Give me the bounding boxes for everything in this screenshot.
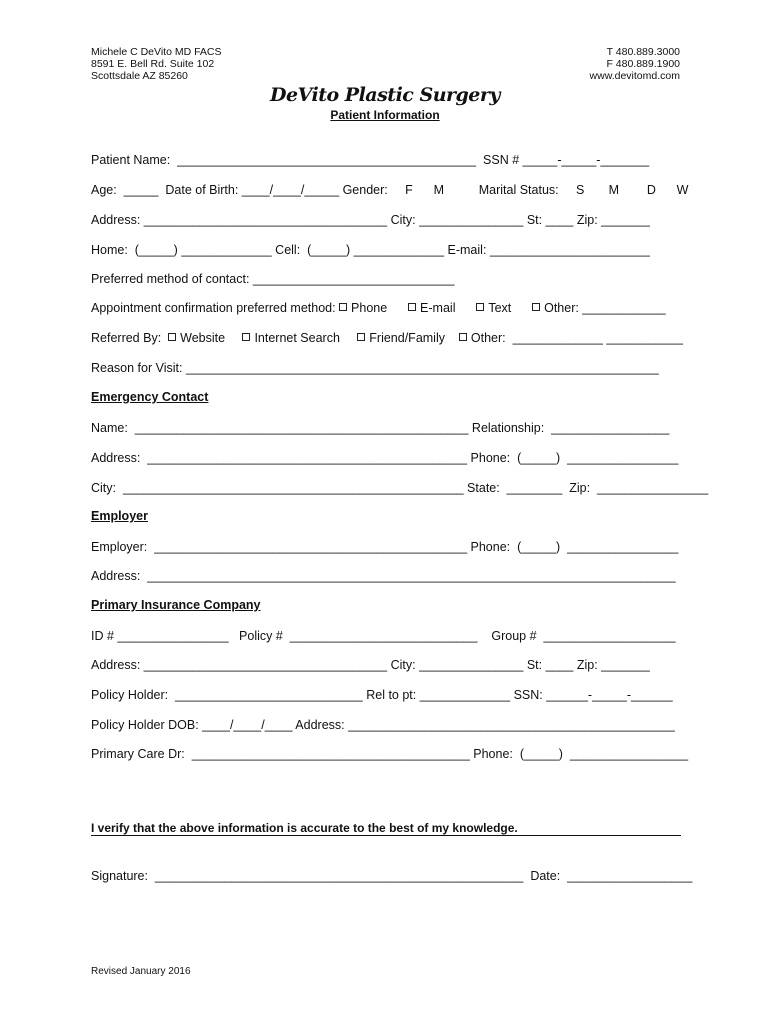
insurance-id-line[interactable]: ID # ________________ Policy # ___________________________ Group # ___________________ xyxy=(91,629,676,643)
age-dob-gender-line[interactable]: Age: _____ Date of Birth: ____/____/_____ Gender: F M Marital Status: S M D W xyxy=(91,183,689,197)
checkbox-icon[interactable] xyxy=(357,333,365,341)
ref-option-website[interactable]: Website xyxy=(168,331,225,345)
practice-logo: DeVito Plastic Surgery xyxy=(270,84,500,106)
practice-contact-block xyxy=(590,46,680,82)
practice-website: www.devitomd.com xyxy=(589,70,680,82)
primary-care-line[interactable]: Primary Care Dr: ________________________________________ Phone: (_____) _________________ xyxy=(91,747,689,761)
policy-holder-dob-line[interactable]: Policy Holder DOB: ____/____/____ Address: _______________________________________________ xyxy=(91,718,675,732)
employer-address-line[interactable]: Address: ____________________________________________________________________________ xyxy=(91,569,676,583)
checkbox-icon[interactable] xyxy=(532,303,540,311)
checkbox-icon[interactable] xyxy=(168,333,176,341)
verification-statement: I verify that the above information is accurate to the best of my knowledge. xyxy=(91,821,681,836)
appointment-confirmation-line xyxy=(91,301,666,316)
appt-option-other[interactable]: Other: ____________ xyxy=(532,301,666,315)
checkbox-icon[interactable] xyxy=(242,333,250,341)
section-employer: Employer xyxy=(91,509,148,523)
appointment-confirmation-label: Appointment confirmation preferred method: xyxy=(91,301,340,315)
appt-option-email[interactable]: E-mail xyxy=(408,301,455,315)
emergency-name-line[interactable]: Name: ________________________________________________ Relationship: _________________ xyxy=(91,421,670,435)
section-emergency-contact: Emergency Contact xyxy=(91,390,209,404)
checkbox-icon[interactable] xyxy=(459,333,467,341)
form-title: Patient Information xyxy=(330,108,440,122)
patient-name-line[interactable]: Patient Name: ___________________________________________ SSN # _____-_____-_______ xyxy=(91,153,650,167)
ref-option-other[interactable]: Other: _____________ ___________ xyxy=(459,331,683,345)
emergency-city-line[interactable]: City: _________________________________________________ State: ________ Zip: ________________ xyxy=(91,481,709,495)
appt-option-phone[interactable]: Phone xyxy=(339,301,387,315)
insurance-address-line[interactable]: Address: ___________________________________ City: _______________ St: ____ Zip: _______ xyxy=(91,658,650,672)
ref-option-internet-search[interactable]: Internet Search xyxy=(242,331,339,345)
ref-option-friend-family[interactable]: Friend/Family xyxy=(357,331,445,345)
revision-note: Revised January 2016 xyxy=(91,966,191,977)
section-primary-insurance: Primary Insurance Company xyxy=(91,598,261,612)
reason-for-visit-line[interactable]: Reason for Visit: ____________________________________________________________________ xyxy=(91,361,659,375)
practice-doctor-name: Michele C DeVito MD FACS xyxy=(91,46,222,58)
address-line[interactable]: Address: ___________________________________ City: _______________ St: ____ Zip: _______ xyxy=(91,213,650,227)
emergency-address-line[interactable]: Address: ______________________________________________ Phone: (_____) ________________ xyxy=(91,451,679,465)
appt-option-text[interactable]: Text xyxy=(476,301,511,315)
checkbox-icon[interactable] xyxy=(476,303,484,311)
practice-fax: F 480.889.1900 xyxy=(606,58,680,70)
practice-street: 8591 E. Bell Rd. Suite 102 xyxy=(91,58,215,70)
employer-line[interactable]: Employer: _____________________________________________ Phone: (_____) ________________ xyxy=(91,540,679,554)
signature-line[interactable]: Signature: _____________________________________________________ Date: __________________ xyxy=(91,869,693,883)
checkbox-icon[interactable] xyxy=(408,303,416,311)
policy-holder-line[interactable]: Policy Holder: ___________________________ Rel to pt: _____________ SSN: ______-_____-______ xyxy=(91,688,673,702)
checkbox-icon[interactable] xyxy=(339,303,347,311)
phone-email-line[interactable]: Home: (_____) _____________ Cell: (_____) _____________ E-mail: _______________________ xyxy=(91,243,650,257)
practice-address-block xyxy=(91,46,222,82)
practice-telephone: T 480.889.3000 xyxy=(606,46,680,58)
referred-by-label: Referred By: xyxy=(91,331,165,345)
referred-by-line xyxy=(91,331,683,346)
practice-city: Scottsdale AZ 85260 xyxy=(91,70,188,82)
preferred-contact-line[interactable]: Preferred method of contact: _____________________________ xyxy=(91,272,455,286)
